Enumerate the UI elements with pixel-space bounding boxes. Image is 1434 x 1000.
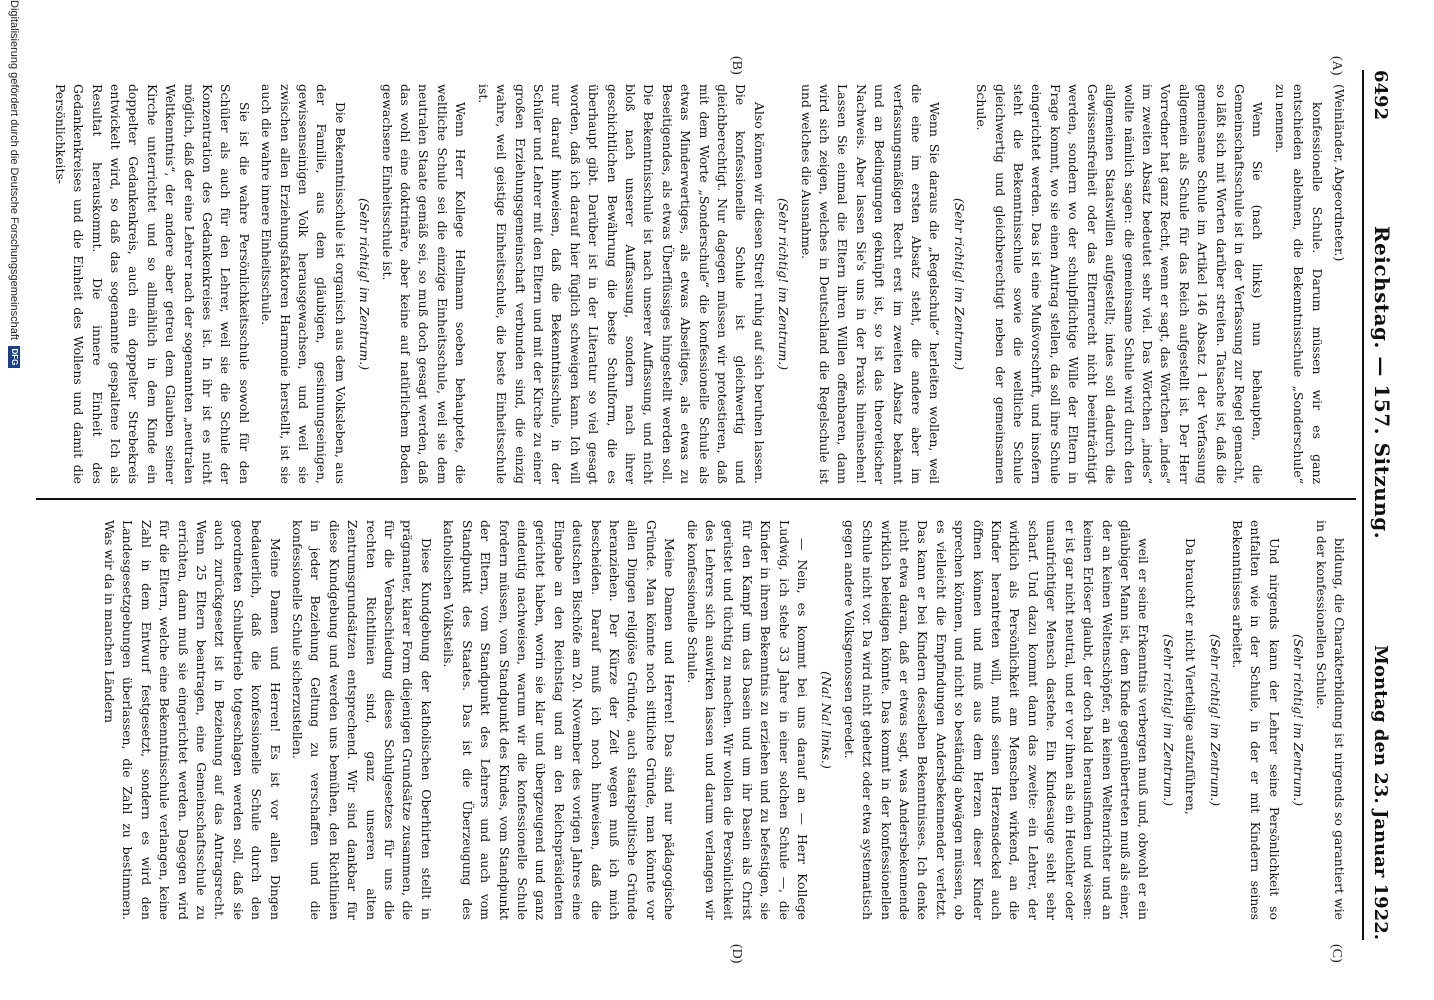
paragraph: bildung, die Charakterbildung ist nirgends so garantiert wie in der konfessionellen Schule. (1313, 520, 1347, 920)
session-date: Montag den 23. Januar 1922. (1370, 645, 1391, 940)
header-rule (1362, 70, 1364, 940)
paragraph: Und nirgends kann der Lehrer seine Persönlichkeit so entfalten wie in der Schule, in der er mit Kindern seines Bekenntnisses arbeitet. (1229, 520, 1282, 920)
paragraph: Da braucht er nicht Vierteilige aufzuführen, (1183, 538, 1199, 815)
left-column (46, 84, 1348, 484)
paragraph: Wenn Sie (nach links) nun behaupten, die Gemeinschaftsschule ist in der Verfassung zur Regel gemacht, so läßt sich mit Worten darüber streiten. Tatsache ist, daß die gemeinsame Schule im Artikel 146 Absatz 1 der Verfassung allgemein als Schule für das Reich aufgestellt ist. Der Herr Vorredner hat ganz Recht, wenn er sagt, das Wörtchen „indes“ im zweiten Absatz bedeutet sehr viel. Das Wörtchen „indes“ wollte nämlich sagen: die gemeinsame Schule wird durch den allgemeinen Staatswillen aufgestellt; indes soll dadurch die Gewissensfreiheit oder das Elternrecht nicht beeinträchtigt werden, sondern wo der schulpflichtige Wille der Eltern in Frage kommt, wo sie einen Antrag stellen, da soll ihre Schule eingerichtet werden. Das ist eine Mußvorschrift, und insofern steht die Bekenntnisschule sowie die weltliche Schule gleichwertig und gleichberechtigt neben der gemeinsamen Schule. (974, 84, 1266, 484)
paragraph: Wenn Sie daraus die „Regelschule“ herleiten wollen, weil die eine im ersten Absatz steht, die andere aber im verfassungsmäßigen Recht erst im zweiten Absatz bekannt und an Bedingungen geknüpft ist, so ist das theoretischer Nachweis. Aber lassen Sie's uns in der Praxis hineinsehen! Lassen Sie einmal die Eltern ihren Willen offenbaren, dann wird sich zeigen, welches in Deutschland die Regelschule ist und welches die Ausnahme. (798, 84, 943, 484)
paragraph: konfessionelle Schule. Darum müssen wir es ganz entschieden ablehnen, die Bekenntnisschule „Sonderschule“ zu nennen. (1272, 84, 1325, 484)
paragraph: weil er seine Erkenntnis verbergen muß und, obwohl er ein gläubiger Mann ist, dem Kinde gegenübertreten muß als einer, der an keinen Weltenschöpfer, an keinen Weltenrichter und an keinen Erlöser glaubt, der doch bald herausfinden und wissen: er ist gar nicht neutral, und er vor ihnen als ein Heuchler oder unaufrichtiger Mensch dastehe. Ein Kindesauge sieht sehr scharf. Und dazu kommt dann das zweite: ein Lehrer, der wirklich als Persönlichkeit am Menschen wirkend, an die Kinder herantreten will, muß seinen Herzensdeckel auch öffnen können und muß aus dem Herzen dieser Kinder sprechen können, und nicht so beständig abwägen müssen, ob es vielleicht die Empfindungen Andersbekennender verletzt. Das kann er bei Kindern desselben Bekenntnisses. Ich denke nicht etwa daran, daß er etwas sagt, was Andersbekennende wirklich beleidigen könnte. Das kommt in der konfessionellen Schule nicht vor. Da wird nicht gehetzt oder etwa systematisch gegen andere Volksgenossen geredet. (841, 520, 1152, 920)
margin-mark-d: (D) (729, 944, 744, 964)
page-footer (2, 0, 26, 1000)
margin-mark-b: (B) (729, 56, 744, 75)
paragraph: Sie ist die wahre Persönlichkeitsschule sowohl für den Schüler als auch für den Lehrer, weil sie die Schule der Konzentration des Gedankenkreises ist. In ihr ist es nicht möglich, daß der eine Lehrer nach der sogenannten „neutralen Weltkenntnis“, der andere aber getreu dem Glauben seiner Kirche unterrichtet und so allmählich in dem Kinde ein doppelter Gedankenkreis, auch ein doppelter Strebekreis entwickelt wird, so daß das sogenannte gespaltene Ich als Resultat herauskommt. Die innere Einheit des Gedankenkreises und die Einheit des Wollens und damit die Persönlichkeits- (52, 84, 252, 484)
interjection: (Sehr richtig! im Zentrum.) (951, 197, 967, 371)
margin-mark-c: (C) (1329, 944, 1344, 963)
interjection: (Sehr richtig! im Zentrum.) (1207, 633, 1223, 807)
page-number: 6492 (1370, 70, 1391, 121)
paragraph: Meine Damen und Herren! Das sind nur pädagogische Gründe. Man könnte noch sittliche Gründe, man könnte vor allen Dingen religiöse Gründe, auch staatspolitische Gründe heranziehen. Der Kürze der Zeit wegen muß ich mich bescheiden. Darauf muß ich noch hinweisen, daß die deutschen Bischöfe am 20. November des vorigen Jahres eine Eingabe an den Reichstag und an den Reichspräsidenten gerichtet haben, worin sie klar und übergzeugend und ganz eindeutig nachweisen, warum wir die konfessionelle Schule fordern müssen, vom Standpunkt des Kindes, vom Standpunkt der Eltern, vom Standpunkt des Lehrers und auch vom Standpunkt des Staates. Das ist die Überzeugung des katholischen Volksteils. (441, 520, 678, 920)
paragraph: Diese Kundgebung der katholischen Oberhirten stellt in prägnanter, klarer Form diejenigen Grundsätze zusammen, die für die Verabschiedung dieses Schulgesetzes für uns die rechten Richtlinien sind, ganz unseren alten Zentrumsgrundsätzen entsprechend. Wir sind dankbar für diese Kundgebung und werden uns bemühen, den Richtlinien in jeder Beziehung Geltung zu verschaffen und die konfessionelle Schule sicherzustellen. (290, 520, 434, 920)
column-divider (36, 498, 1356, 500)
right-column (96, 520, 1348, 920)
paragraph: — Nein, es kommt bei uns darauf an — Herr Kollege Ludwig, ich stehe 33 Jahre in einer solchen Schule —, die Kinder in ihrem Bekenntnis zu erziehen und zu befestigen, sie für den Kampf um das Dasein und um ihr Dasein als Christ gerüstet und tüchtig zu machen. Wir wollen die Persönlichkeit des Lehrers sich auswirken lassen und darum verlangen wir die konfessionelle Schule. (684, 520, 811, 920)
interjection: (Sehr richtig! im Zentrum.) (776, 197, 792, 371)
interjection: (Sehr richtig! im Zentrum.) (1291, 633, 1307, 807)
page-title: Reichstag. — 157. Sitzung. (1370, 225, 1394, 540)
interjection: (Na! Na! links.) (819, 671, 835, 769)
dfg-logo: DFG (8, 346, 20, 368)
paragraph: Meine Damen und Herren! Es ist vor allen Dingen bedauerlich, daß die konfessionelle Schule durch den geordneten Schulbetrieb totgeschlagen werden soll, daß sie auch zurückgesetzt ist in Beziehung auf das Antragsrecht. Wenn 25 Eltern beantragen, eine Gemeinschaftsschule zu errichten, dann muß sie eingerichtet werden. Dagegen wird für die Eltern, welche eine Bekenntnisschule verlangen, keine Zahl in dem Entwurf festgesetzt, sondern es wird den Landesgesetzgebungen überlassen, die Zahl zu bestimmen. Was wir da in manchen Ländern (102, 520, 283, 920)
speaker-line: (Weinländer, Abgeordneter.) (1332, 84, 1347, 262)
paragraph: Also können wir diesen Streit ruhig auf sich beruhen lassen. Die konfessionelle Schule ist gleichwertig und gleichberechtigt. Nur dagegen müssen wir protestieren, daß mit dem Worte „Sonderschule“ die konfessionelle Schule als etwas Minderwertiges, als etwas Abseitiges, als etwas zu Beseitigendes, als etwas Überflüssiges hingestellt werden soll. Die Bekenntnisschule ist nach unserer Auffassung, und nicht bloß nach unserer Auffassung, sondern nach ihrer geschichtlichen Bewährung die beste Schulform, die es überhaupt gibt. Darüber ist in der Literatur so viel gesagt worden, daß ich darauf hier füglich schweigen kann. Ich will nur darauf hinweisen, daß die Bekenntnisschule, in der Schüler und Lehrer mit den Eltern und mit der Kirche zu einer großen Erziehungsgemeinschaft verbunden sind, die einzig wahre, weil geistige Einheitsschule, die beste Einheitsschule ist. (475, 84, 767, 484)
interjection: (Sehr richtig! im Zentrum.) (1160, 633, 1176, 807)
paragraph: Die Bekenntnisschule ist organisch aus dem Volksleben, aus der Familie, aus dem gläubigen, gesinnungseinigen, gewissenseinigen Volk herausgewachsen, und weil sie zwischen allen Erziehungsfaktoren Harmonie herstellt, ist sie auch die wahre innere Einheitsschule. (259, 84, 348, 484)
digitization-credit: Digitalisierung gefördert durch die Deutsche Forschungsgemeinschaft (8, 0, 20, 340)
margin-mark-a: (A) (1329, 56, 1344, 76)
paragraph: Wenn Herr Kollege Hellmann soeben behauptete, die weltliche Schule sei die einzige Einheitsschule, weil sie dem neutralen Staate gemäß sei, so muß doch gesagt werden, daß das wohl eine doktrinäre, aber keine auf natürlichem Boden gewachsene Einheitsschule ist. (379, 84, 469, 484)
page-header (1368, 70, 1394, 940)
interjection: (Sehr richtig! im Zentrum.) (357, 197, 373, 371)
